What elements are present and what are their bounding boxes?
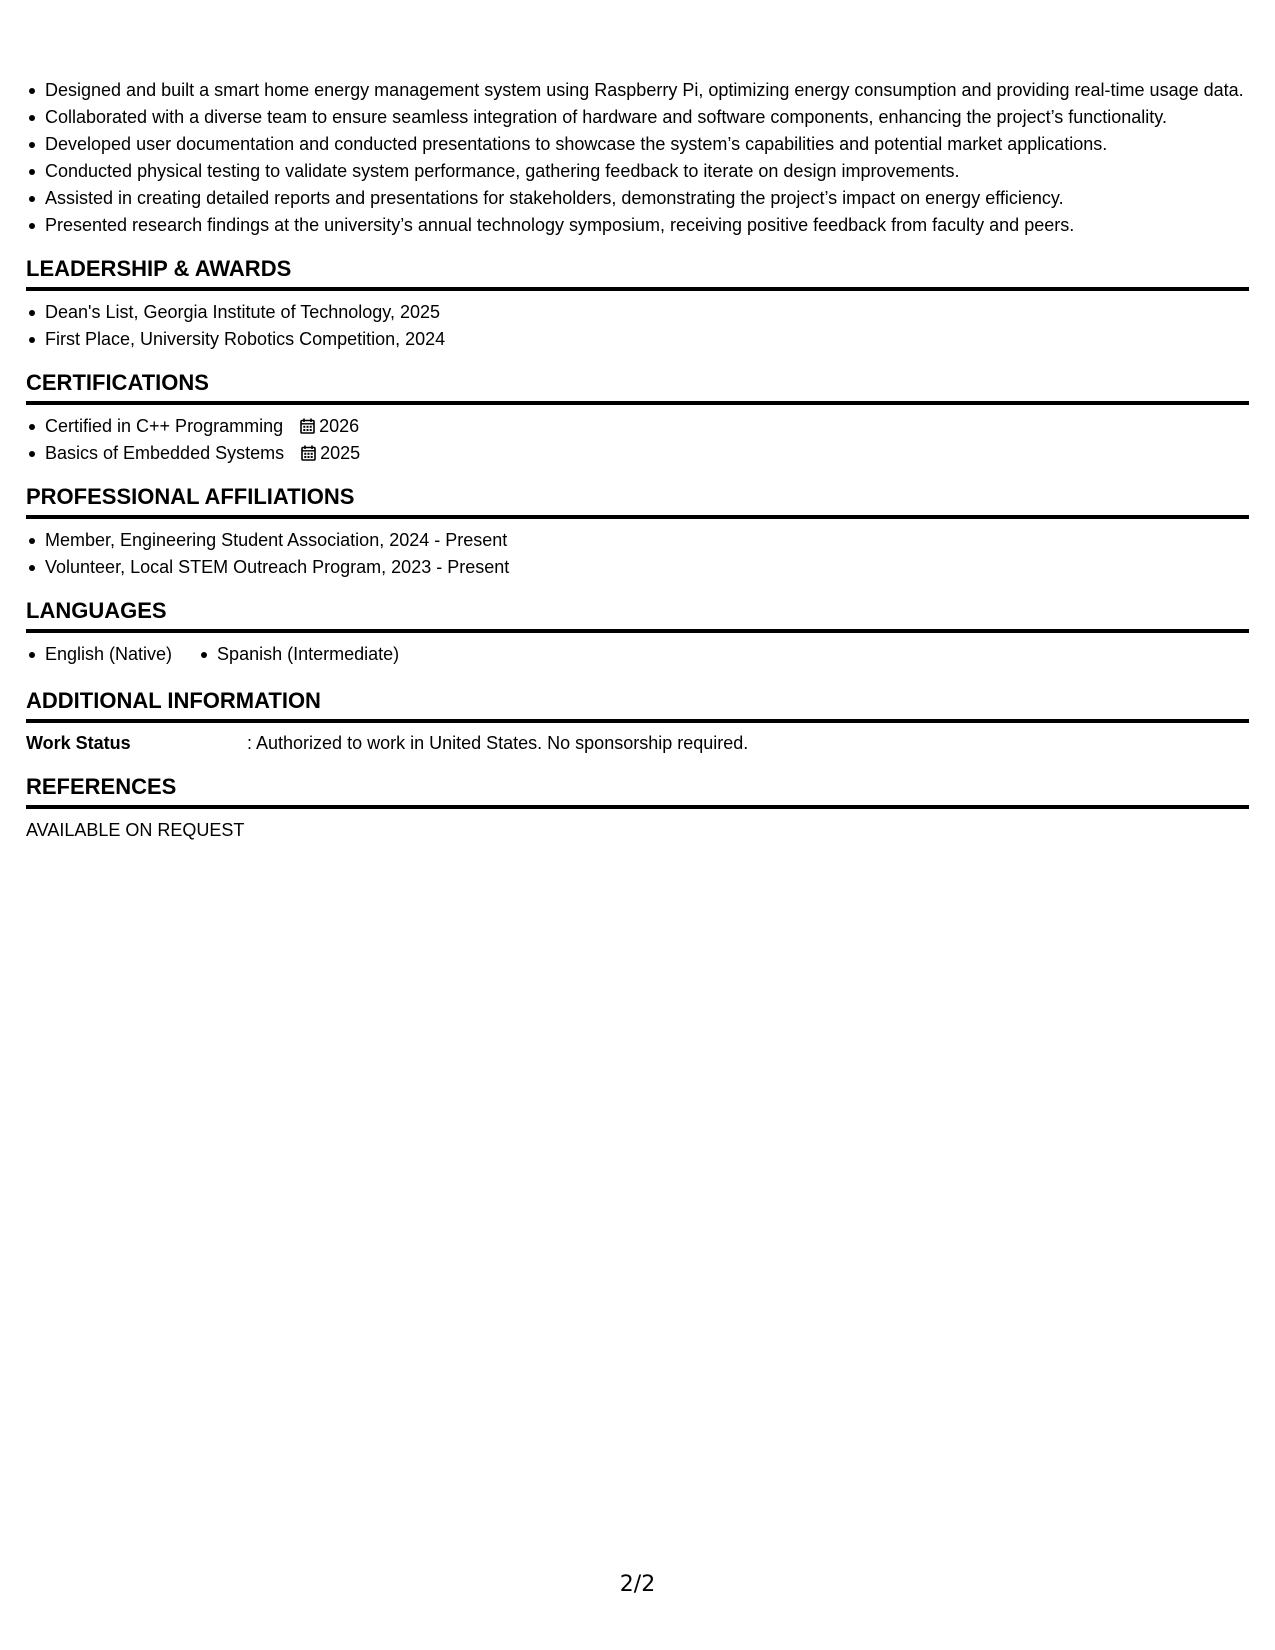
references-text: AVAILABLE ON REQUEST — [26, 820, 245, 840]
work-status-label: Work Status — [26, 733, 131, 753]
work-status-row — [26, 731, 1249, 755]
list-item: Developed user documentation and conducted presentations to showcase the system’s capabilities and potential market applications. — [26, 132, 1249, 156]
certifications-list — [26, 414, 1249, 465]
section-title: CERTIFICATIONS — [26, 370, 1249, 405]
certification-name: Basics of Embedded Systems — [45, 443, 285, 463]
list-item: Member, Engineering Student Association, 2024 - Present — [26, 528, 1249, 552]
section-title: ADDITIONAL INFORMATION — [26, 688, 1249, 723]
certification-year: 2026 — [319, 416, 360, 436]
section-title: LEADERSHIP & AWARDS — [26, 256, 1249, 291]
certification-name: Certified in C++ Programming — [45, 416, 284, 436]
resume-page — [26, 78, 1249, 842]
leadership-list — [26, 300, 1249, 351]
section-title: REFERENCES — [26, 774, 1249, 809]
page-number: 2/2 — [619, 1572, 656, 1597]
work-status-value: : Authorized to work in United States. No sponsorship required. — [247, 733, 749, 753]
list-item — [26, 441, 1249, 465]
list-item: Assisted in creating detailed reports and presentations for stakeholders, demonstrating the project’s impact on energy efficiency. — [26, 186, 1249, 210]
certifications-section — [26, 370, 1249, 465]
list-item: First Place, University Robotics Competition, 2024 — [26, 327, 1249, 351]
languages-list — [26, 642, 1249, 669]
section-title: PROFESSIONAL AFFILIATIONS — [26, 484, 1249, 519]
experience-bullets — [26, 78, 1249, 237]
list-item: English (Native) — [26, 642, 172, 666]
list-item: Conducted physical testing to validate system performance, gathering feedback to iterate on design improvements. — [26, 159, 1249, 183]
list-item: Presented research findings at the university’s annual technology symposium, receiving positive feedback from faculty and peers. — [26, 213, 1249, 237]
affiliations-list — [26, 528, 1249, 579]
references-section — [26, 774, 1249, 842]
calendar-icon — [300, 418, 315, 434]
leadership-section — [26, 256, 1249, 351]
list-item: Dean's List, Georgia Institute of Technology, 2025 — [26, 300, 1249, 324]
list-item: Collaborated with a diverse team to ensure seamless integration of hardware and software components, enhancing the project’s functionality. — [26, 105, 1249, 129]
certification-year: 2025 — [320, 443, 361, 463]
affiliations-section — [26, 484, 1249, 579]
section-title: LANGUAGES — [26, 598, 1249, 633]
list-item: Volunteer, Local STEM Outreach Program, 2023 - Present — [26, 555, 1249, 579]
calendar-icon — [301, 445, 316, 461]
list-item — [26, 414, 1249, 438]
languages-section — [26, 598, 1249, 669]
list-item: Spanish (Intermediate) — [198, 642, 399, 666]
additional-info-section — [26, 688, 1249, 755]
list-item: Designed and built a smart home energy management system using Raspberry Pi, optimizing energy consumption and providing real-time usage data. — [26, 78, 1249, 102]
